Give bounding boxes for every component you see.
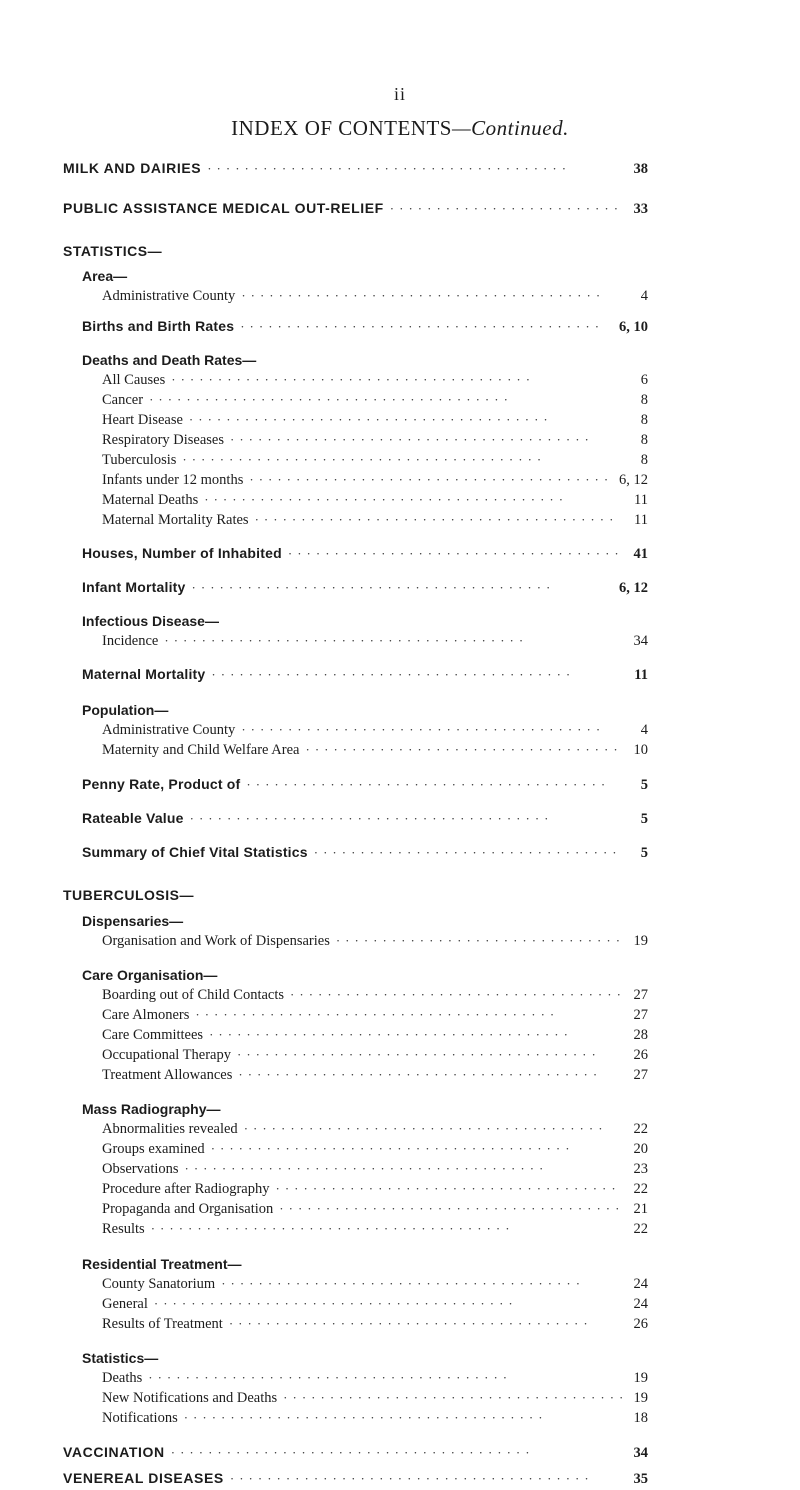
entry-label: Maternal Deaths: [102, 492, 199, 508]
toc-entry-deaths-maternal[interactable]: [102, 492, 648, 509]
toc-entry-radiography-groups[interactable]: [102, 1141, 648, 1158]
leader-dots: [238, 1067, 622, 1083]
toc-entry-radiography-procedure[interactable]: [102, 1181, 648, 1198]
leader-dots: [283, 1390, 622, 1406]
entry-label: Heart Disease: [102, 412, 183, 428]
entry-label: Infant Mortality: [82, 579, 186, 595]
entry-label: VACCINATION: [63, 1444, 165, 1460]
entry-page: 11: [634, 492, 648, 508]
entry-label: Deaths: [102, 1370, 143, 1386]
toc-entry-population-admin-county[interactable]: [102, 722, 648, 739]
leader-dots: [195, 1007, 622, 1023]
entry-page: 8: [640, 392, 648, 408]
leader-dots: [314, 845, 622, 861]
toc-entry-care-treatment-allowances[interactable]: [102, 1067, 648, 1084]
entry-page: 6, 12: [619, 580, 648, 596]
leader-dots: [241, 722, 622, 738]
subheading-deaths: Deaths and Death Rates—: [82, 352, 257, 368]
entry-label: General: [102, 1296, 148, 1312]
entry-label: Observations: [102, 1161, 179, 1177]
entry-label: New Notifications and Deaths: [102, 1390, 278, 1406]
leader-dots: [305, 742, 622, 758]
leader-dots: [184, 1410, 622, 1426]
leader-dots: [149, 392, 622, 408]
entry-page: 22: [633, 1121, 648, 1137]
entry-label: Incidence: [102, 633, 159, 649]
subheading-area: Area—: [82, 268, 128, 284]
toc-entry-milk[interactable]: [63, 160, 648, 178]
entry-page: 24: [633, 1296, 648, 1312]
entry-label: Births and Birth Rates: [82, 318, 235, 334]
entry-label: Rateable Value: [82, 810, 184, 826]
entry-page: 20: [633, 1141, 648, 1157]
entry-label: Maternity and Child Welfare Area: [102, 742, 300, 758]
leader-dots: [148, 1370, 622, 1386]
leader-dots: [204, 492, 622, 508]
page-title: [0, 116, 800, 141]
entry-page: 19: [633, 1370, 648, 1386]
leader-dots: [190, 811, 622, 827]
entry-page: 24: [633, 1276, 648, 1292]
entry-page: 6, 12: [619, 472, 648, 488]
toc-entry-vaccination[interactable]: [63, 1444, 648, 1462]
entry-label: County Sanatorium: [102, 1276, 216, 1292]
entry-page: 41: [633, 546, 648, 562]
leader-dots: [255, 512, 622, 528]
entry-label: Boarding out of Child Contacts: [102, 987, 285, 1003]
leader-dots: [279, 1201, 622, 1217]
subheading-residential-treatment: Residential Treatment—: [82, 1256, 242, 1272]
toc-entry-care-almoners[interactable]: [102, 1007, 648, 1024]
entry-page: 5: [640, 777, 648, 793]
leader-dots: [185, 1161, 622, 1177]
entry-page: 27: [633, 987, 648, 1003]
subheading-care-organisation: Care Organisation—: [82, 967, 218, 983]
section-heading-tuberculosis: TUBERCULOSIS—: [63, 887, 194, 903]
leader-dots: [241, 288, 622, 304]
entry-page: 26: [633, 1316, 648, 1332]
leader-dots: [182, 452, 622, 468]
toc-entry-deaths-respiratory[interactable]: [102, 432, 648, 449]
subheading-tb-statistics: Statistics—: [82, 1350, 159, 1366]
toc-entry-residential-sanatorium[interactable]: [102, 1276, 648, 1293]
entry-page: 19: [633, 933, 648, 949]
toc-entry-deaths-cancer[interactable]: [102, 392, 648, 409]
entry-label: Houses, Number of Inhabited: [82, 545, 282, 561]
toc-entry-care-boarding[interactable]: [102, 987, 648, 1004]
entry-label: Respiratory Diseases: [102, 432, 225, 448]
leader-dots: [276, 1181, 623, 1197]
toc-entry-deaths-infants[interactable]: [102, 472, 648, 489]
entry-page: 19: [633, 1390, 648, 1406]
toc-entry-maternal-mortality[interactable]: [82, 666, 648, 684]
entry-label: Procedure after Radiography: [102, 1181, 270, 1197]
entry-page: 8: [640, 432, 648, 448]
toc-entry-tb-deaths[interactable]: [102, 1370, 648, 1387]
entry-page: 4: [640, 722, 648, 738]
entry-label: MILK AND DAIRIES: [63, 160, 202, 176]
entry-page: 34: [633, 1445, 648, 1461]
leader-dots: [244, 1121, 622, 1137]
leader-dots: [207, 161, 622, 177]
leader-dots: [192, 580, 615, 596]
toc-entry-infectious-incidence[interactable]: [102, 633, 648, 650]
entry-page: 38: [633, 161, 648, 177]
entry-label: Results: [102, 1221, 145, 1237]
leader-dots: [189, 412, 622, 428]
entry-page: 4: [640, 288, 648, 304]
entry-page: 21: [633, 1201, 648, 1217]
leader-dots: [246, 777, 622, 793]
leader-dots: [164, 633, 622, 649]
entry-page: 8: [640, 452, 648, 468]
toc-entry-dispensaries-organisation[interactable]: [102, 933, 648, 950]
entry-page: 26: [633, 1047, 648, 1063]
entry-label: Infants under 12 months: [102, 472, 244, 488]
entry-page: 8: [640, 412, 648, 428]
toc-entry-radiography-results[interactable]: [102, 1221, 648, 1238]
leader-dots: [154, 1296, 622, 1312]
leader-dots: [336, 933, 622, 949]
page-number: ii: [393, 84, 406, 104]
toc-entry-tb-new-notifications[interactable]: [102, 1390, 648, 1407]
toc-entry-care-committees[interactable]: [102, 1027, 648, 1044]
entry-page: 27: [633, 1007, 648, 1023]
entry-page: 18: [633, 1410, 648, 1426]
leader-dots: [171, 1445, 622, 1461]
entry-page: 27: [633, 1067, 648, 1083]
toc-entry-tb-notifications[interactable]: [102, 1410, 648, 1427]
leader-dots: [221, 1276, 622, 1292]
leader-dots: [240, 319, 615, 335]
leader-dots: [151, 1221, 622, 1237]
toc-entry-care-occupational-therapy[interactable]: [102, 1047, 648, 1064]
entry-label: Results of Treatment: [102, 1316, 223, 1332]
entry-label: Maternal Mortality Rates: [102, 512, 249, 528]
toc-entry-houses[interactable]: [82, 545, 648, 563]
leader-dots: [209, 1027, 622, 1043]
leader-dots: [390, 201, 622, 217]
entry-page: 22: [633, 1181, 648, 1197]
toc-entry-radiography-propaganda[interactable]: [102, 1201, 648, 1218]
entry-page: 33: [633, 201, 648, 217]
leader-dots: [290, 987, 622, 1003]
entry-label: Cancer: [102, 392, 144, 408]
subheading-dispensaries: Dispensaries—: [82, 913, 184, 929]
toc-entry-infant-mortality[interactable]: [82, 579, 648, 597]
toc-entry-public-assistance[interactable]: [63, 200, 648, 218]
entry-page: 23: [633, 1161, 648, 1177]
title-main: INDEX OF CONTENTS: [231, 116, 452, 140]
leader-dots: [211, 667, 622, 683]
subheading-population: Population—: [82, 702, 169, 718]
toc-entry-deaths-heart-disease[interactable]: [102, 412, 648, 429]
entry-label: Administrative County: [102, 288, 236, 304]
entry-page: 6, 10: [619, 319, 648, 335]
toc-entry-venereal[interactable]: [63, 1470, 648, 1488]
entry-label: VENEREAL DISEASES: [63, 1470, 224, 1486]
toc-entry-births[interactable]: [82, 318, 648, 336]
entry-label: Occupational Therapy: [102, 1047, 231, 1063]
entry-page: 11: [634, 667, 648, 683]
leader-dots: [230, 432, 622, 448]
leader-dots: [237, 1047, 622, 1063]
toc-entry-summary-vital-statistics[interactable]: [82, 844, 648, 862]
subheading-infectious-disease: Infectious Disease—: [82, 613, 219, 629]
toc-entry-deaths-maternal-mortality-rates[interactable]: [102, 512, 648, 529]
toc-entry-population-maternity[interactable]: [102, 742, 648, 759]
toc-entry-rateable-value[interactable]: [82, 810, 648, 828]
entry-page: 22: [633, 1221, 648, 1237]
toc-entry-radiography-observations[interactable]: [102, 1161, 648, 1178]
entry-label: Care Almoners: [102, 1007, 190, 1023]
entry-label: Treatment Allowances: [102, 1067, 233, 1083]
leader-dots: [288, 546, 622, 562]
toc-entry-deaths-tuberculosis[interactable]: [102, 452, 648, 469]
entry-page: 10: [633, 742, 648, 758]
title-suffix: —Continued.: [451, 116, 569, 140]
subheading-mass-radiography: Mass Radiography—: [82, 1101, 221, 1117]
entry-page: 5: [640, 811, 648, 827]
entry-page: 35: [633, 1471, 648, 1487]
entry-page: 34: [633, 633, 648, 649]
entry-page: 5: [640, 845, 648, 861]
entry-page: 11: [634, 512, 648, 528]
entry-label: Maternal Mortality: [82, 666, 206, 682]
entry-label: Summary of Chief Vital Statistics: [82, 844, 308, 860]
entry-label: Penny Rate, Product of: [82, 776, 241, 792]
entry-label: PUBLIC ASSISTANCE MEDICAL OUT-RELIEF: [63, 200, 384, 216]
leader-dots: [211, 1141, 622, 1157]
entry-label: Care Committees: [102, 1027, 204, 1043]
entry-label: Tuberculosis: [102, 452, 177, 468]
entry-label: Abnormalities revealed: [102, 1121, 238, 1137]
entry-label: Groups examined: [102, 1141, 205, 1157]
entry-label: All Causes: [102, 372, 166, 388]
toc-entry-penny-rate[interactable]: [82, 776, 648, 794]
entry-label: Organisation and Work of Dispensaries: [102, 933, 330, 949]
toc-entry-residential-general[interactable]: [102, 1296, 648, 1313]
entry-label: Propaganda and Organisation: [102, 1201, 274, 1217]
toc-entry-residential-results[interactable]: [102, 1316, 648, 1333]
toc-entry-radiography-abnormalities[interactable]: [102, 1121, 648, 1138]
entry-page: 6: [640, 372, 648, 388]
leader-dots: [171, 372, 622, 388]
toc-entry-deaths-all-causes[interactable]: [102, 372, 648, 389]
leader-dots: [230, 1471, 622, 1487]
entry-label: Administrative County: [102, 722, 236, 738]
toc-entry-area-admin-county[interactable]: [102, 288, 648, 305]
entry-page: 28: [633, 1027, 648, 1043]
entry-label: Notifications: [102, 1410, 178, 1426]
section-heading-statistics: STATISTICS—: [63, 243, 163, 259]
leader-dots: [229, 1316, 622, 1332]
leader-dots: [249, 472, 615, 488]
